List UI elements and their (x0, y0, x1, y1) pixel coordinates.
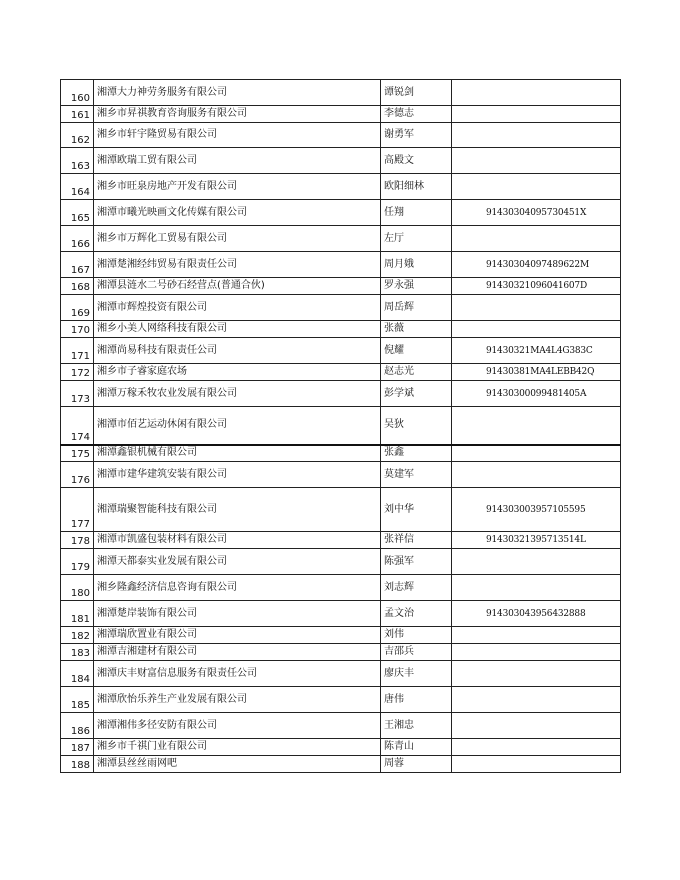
company-name-cell: 湘潭市辉煌投资有限公司 (94, 295, 381, 321)
row-number-cell: 178 (61, 532, 94, 549)
credit-code-cell: 91430304097489622M (452, 252, 621, 278)
company-name-cell: 湘乡市轩宇隆贸易有限公司 (94, 123, 381, 148)
company-name-cell: 湘乡市千祺门业有限公司 (94, 739, 381, 756)
row-number-cell: 187 (61, 739, 94, 756)
company-name-cell: 湘乡小美人网络科技有限公司 (94, 321, 381, 338)
row-number-cell: 166 (61, 226, 94, 252)
company-name-cell: 湘潭天都泰实业发展有限公司 (94, 549, 381, 575)
legal-representative-cell: 吴狄 (381, 407, 452, 445)
row-number-cell: 183 (61, 644, 94, 661)
credit-code-cell (452, 148, 621, 174)
legal-representative-cell: 赵志光 (381, 364, 452, 381)
table-row (61, 488, 621, 532)
company-name-cell: 湘潭市凯盛包装材料有限公司 (94, 532, 381, 549)
legal-representative-cell: 任翔 (381, 200, 452, 226)
table-row (61, 321, 621, 338)
row-number-cell: 175 (61, 445, 94, 462)
legal-representative-cell: 刘中华 (381, 488, 452, 532)
legal-representative-cell: 吉邵兵 (381, 644, 452, 661)
table-row (61, 364, 621, 381)
credit-code-cell (452, 174, 621, 200)
company-name-cell: 湘乡隆鑫经济信息咨询有限公司 (94, 575, 381, 601)
row-number-cell: 172 (61, 364, 94, 381)
table-row (61, 713, 621, 739)
company-name-cell: 湘潭万稼禾牧农业发展有限公司 (94, 381, 381, 407)
row-number-cell: 180 (61, 575, 94, 601)
company-name-cell: 湘乡市旺泉房地产开发有限公司 (94, 174, 381, 200)
legal-representative-cell: 张鑫 (381, 445, 452, 462)
row-number-cell: 176 (61, 462, 94, 488)
company-name-cell: 湘潭楚湘经纬贸易有限责任公司 (94, 252, 381, 278)
company-name-cell: 湘潭吉湘建材有限公司 (94, 644, 381, 661)
table-row (61, 200, 621, 226)
row-number-cell: 162 (61, 123, 94, 148)
legal-representative-cell: 左厅 (381, 226, 452, 252)
credit-code-cell: 91430321096041607D (452, 278, 621, 295)
table-row (61, 644, 621, 661)
legal-representative-cell: 陈强军 (381, 549, 452, 575)
table-row (61, 80, 621, 106)
table-row (61, 462, 621, 488)
company-name-cell: 湘潭瑞欣置业有限公司 (94, 627, 381, 644)
row-number-cell: 174 (61, 407, 94, 445)
table-body (61, 80, 621, 773)
table-row (61, 123, 621, 148)
legal-representative-cell: 唐伟 (381, 687, 452, 713)
table-row (61, 338, 621, 364)
company-name-cell: 湘潭湘伟多径安防有限公司 (94, 713, 381, 739)
table-row (61, 106, 621, 123)
company-name-cell: 湘潭庆丰财富信息服务有限责任公司 (94, 661, 381, 687)
company-name-cell: 湘乡市万辉化工贸易有限公司 (94, 226, 381, 252)
row-number-cell: 169 (61, 295, 94, 321)
credit-code-cell (452, 687, 621, 713)
row-number-cell: 164 (61, 174, 94, 200)
table-row (61, 601, 621, 627)
legal-representative-cell: 张祥信 (381, 532, 452, 549)
company-register-table (60, 79, 621, 773)
row-number-cell: 188 (61, 756, 94, 773)
legal-representative-cell: 刘志辉 (381, 575, 452, 601)
row-number-cell: 163 (61, 148, 94, 174)
credit-code-cell (452, 321, 621, 338)
credit-code-cell (452, 644, 621, 661)
row-number-cell: 181 (61, 601, 94, 627)
legal-representative-cell: 罗永强 (381, 278, 452, 295)
credit-code-cell (452, 445, 621, 462)
credit-code-cell (452, 627, 621, 644)
legal-representative-cell: 李德志 (381, 106, 452, 123)
company-name-cell: 湘潭欣怡乐养生产业发展有限公司 (94, 687, 381, 713)
credit-code-cell: 91430321395713514L (452, 532, 621, 549)
legal-representative-cell: 高殿文 (381, 148, 452, 174)
table-row (61, 575, 621, 601)
company-name-cell: 湘潭欧瑞工贸有限公司 (94, 148, 381, 174)
table-row (61, 174, 621, 200)
legal-representative-cell: 倪耀 (381, 338, 452, 364)
legal-representative-cell: 彭学斌 (381, 381, 452, 407)
credit-code-cell (452, 739, 621, 756)
table-row (61, 739, 621, 756)
credit-code-cell (452, 123, 621, 148)
company-name-cell: 湘潭瑞聚智能科技有限公司 (94, 488, 381, 532)
table-row (61, 407, 621, 445)
company-name-cell: 湘潭县涟水二号砂石经营点(普通合伙) (94, 278, 381, 295)
legal-representative-cell: 廖庆丰 (381, 661, 452, 687)
legal-representative-cell: 王湘忠 (381, 713, 452, 739)
legal-representative-cell: 张薇 (381, 321, 452, 338)
table-row (61, 661, 621, 687)
legal-representative-cell: 周岳辉 (381, 295, 452, 321)
table-row (61, 445, 621, 462)
row-number-cell: 160 (61, 80, 94, 106)
legal-representative-cell: 谭锐剑 (381, 80, 452, 106)
credit-code-cell: 91430300099481405A (452, 381, 621, 407)
company-name-cell: 湘潭尚易科技有限责任公司 (94, 338, 381, 364)
company-name-cell: 湘潭市曦光映画文化传媒有限公司 (94, 200, 381, 226)
row-number-cell: 185 (61, 687, 94, 713)
table-row (61, 756, 621, 773)
credit-code-cell (452, 295, 621, 321)
row-number-cell: 161 (61, 106, 94, 123)
table-row (61, 252, 621, 278)
legal-representative-cell: 陈青山 (381, 739, 452, 756)
credit-code-cell: 91430304095730451X (452, 200, 621, 226)
legal-representative-cell: 欧阳细林 (381, 174, 452, 200)
company-name-cell: 湘潭楚岸装饰有限公司 (94, 601, 381, 627)
table-row (61, 278, 621, 295)
table-row (61, 381, 621, 407)
company-name-cell: 湘潭市佰艺运动休闲有限公司 (94, 407, 381, 445)
company-name-cell: 湘潭县丝丝雨网吧 (94, 756, 381, 773)
table-row (61, 532, 621, 549)
table-row (61, 549, 621, 575)
row-number-cell: 170 (61, 321, 94, 338)
legal-representative-cell: 莫建军 (381, 462, 452, 488)
table-row (61, 295, 621, 321)
credit-code-cell (452, 713, 621, 739)
row-number-cell: 179 (61, 549, 94, 575)
table-row (61, 226, 621, 252)
company-name-cell: 湘潭鑫银机械有限公司 (94, 445, 381, 462)
row-number-cell: 168 (61, 278, 94, 295)
row-number-cell: 184 (61, 661, 94, 687)
table-row (61, 687, 621, 713)
row-number-cell: 167 (61, 252, 94, 278)
credit-code-cell: 914303043956432888 (452, 601, 621, 627)
legal-representative-cell: 周月娥 (381, 252, 452, 278)
row-number-cell: 186 (61, 713, 94, 739)
table-row (61, 148, 621, 174)
row-number-cell: 182 (61, 627, 94, 644)
credit-code-cell: 914303003957105595 (452, 488, 621, 532)
row-number-cell: 173 (61, 381, 94, 407)
credit-code-cell (452, 106, 621, 123)
company-name-cell: 湘乡市子睿家庭农场 (94, 364, 381, 381)
credit-code-cell (452, 407, 621, 445)
company-name-cell: 湘潭市建华建筑安装有限公司 (94, 462, 381, 488)
legal-representative-cell: 周蓉 (381, 756, 452, 773)
table-row (61, 627, 621, 644)
credit-code-cell (452, 661, 621, 687)
credit-code-cell (452, 575, 621, 601)
company-name-cell: 湘潭大力神劳务服务有限公司 (94, 80, 381, 106)
credit-code-cell (452, 756, 621, 773)
row-number-cell: 177 (61, 488, 94, 532)
row-number-cell: 171 (61, 338, 94, 364)
legal-representative-cell: 刘伟 (381, 627, 452, 644)
row-number-cell: 165 (61, 200, 94, 226)
credit-code-cell (452, 226, 621, 252)
legal-representative-cell: 谢勇军 (381, 123, 452, 148)
credit-code-cell (452, 549, 621, 575)
credit-code-cell (452, 80, 621, 106)
credit-code-cell (452, 462, 621, 488)
company-name-cell: 湘乡市昇祺教育咨询服务有限公司 (94, 106, 381, 123)
credit-code-cell: 91430321MA4L4G383C (452, 338, 621, 364)
credit-code-cell: 91430381MA4LEBB42Q (452, 364, 621, 381)
legal-representative-cell: 孟文治 (381, 601, 452, 627)
